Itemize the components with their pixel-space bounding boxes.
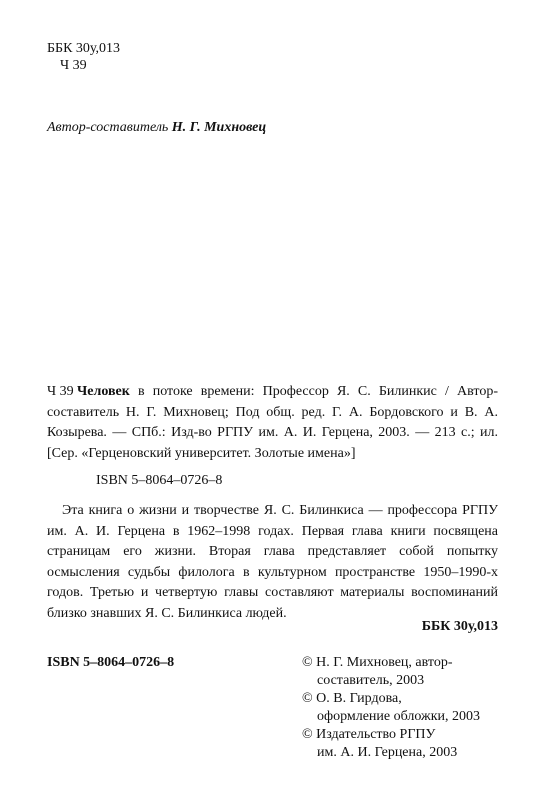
author-compiler-line (47, 120, 266, 136)
bbk-classification-bottom: ББК 30у,013 (421, 619, 498, 634)
bibliographic-description: в потоке времени: Профессор Я. С. Билинкис / Автор-составитель Н. Г. Михновец; Под общ. ред. Г. А. Бордовского и В. А. Козырева. — СПб.: Изд-во РГПУ им. А. И. Герцена, 2003. — 213 с.; ил. [Сер. «Герценовский университет. Золотые имена»] (47, 384, 498, 461)
author-name: Н. Г. Михновец (171, 120, 267, 135)
author-mark: Ч 39 (60, 58, 87, 73)
book-title: Человек (77, 384, 130, 399)
call-number: Ч 39 (47, 384, 74, 399)
bbk-code: ББК 30у,013 (47, 41, 121, 56)
isbn-record: ISBN 5–8064–0726–8 (96, 473, 223, 488)
copyright-block (302, 654, 502, 762)
isbn-bottom: ISBN 5–8064–0726–8 (47, 655, 175, 670)
copyright-line: © Издательство РГПУ (302, 727, 436, 742)
copyright-compiler (302, 654, 502, 690)
copyright-publisher (302, 726, 502, 762)
bbk-classification-top (47, 40, 120, 74)
copyright-line: © Н. Г. Михновец, автор- (302, 655, 453, 670)
copyright-line: им. А. И. Герцена, 2003 (317, 745, 458, 760)
bibliographic-record (47, 382, 498, 464)
annotation: Эта книга о жизни и творчестве Я. С. Билинкиса — профессора РГПУ им. А. И. Герцена в 1962–1998 годах. Первая глава книги посвящена страницам его жизни. Вторая глава представляет собой попытку осмысления судьбы филолога в культурном пространстве 1950–1990-х годов. Третью и четвертую главы составляют материалы воспоминаний близко знавших Я. С. Билинкиса людей. (47, 503, 498, 621)
author-prefix: Автор-составитель (47, 120, 172, 135)
copyright-line: оформление обложки, 2003 (317, 709, 480, 724)
copyright-line: © О. В. Гирдова, (302, 691, 402, 706)
copyright-line: составитель, 2003 (317, 673, 425, 688)
copyright-cover (302, 690, 502, 726)
